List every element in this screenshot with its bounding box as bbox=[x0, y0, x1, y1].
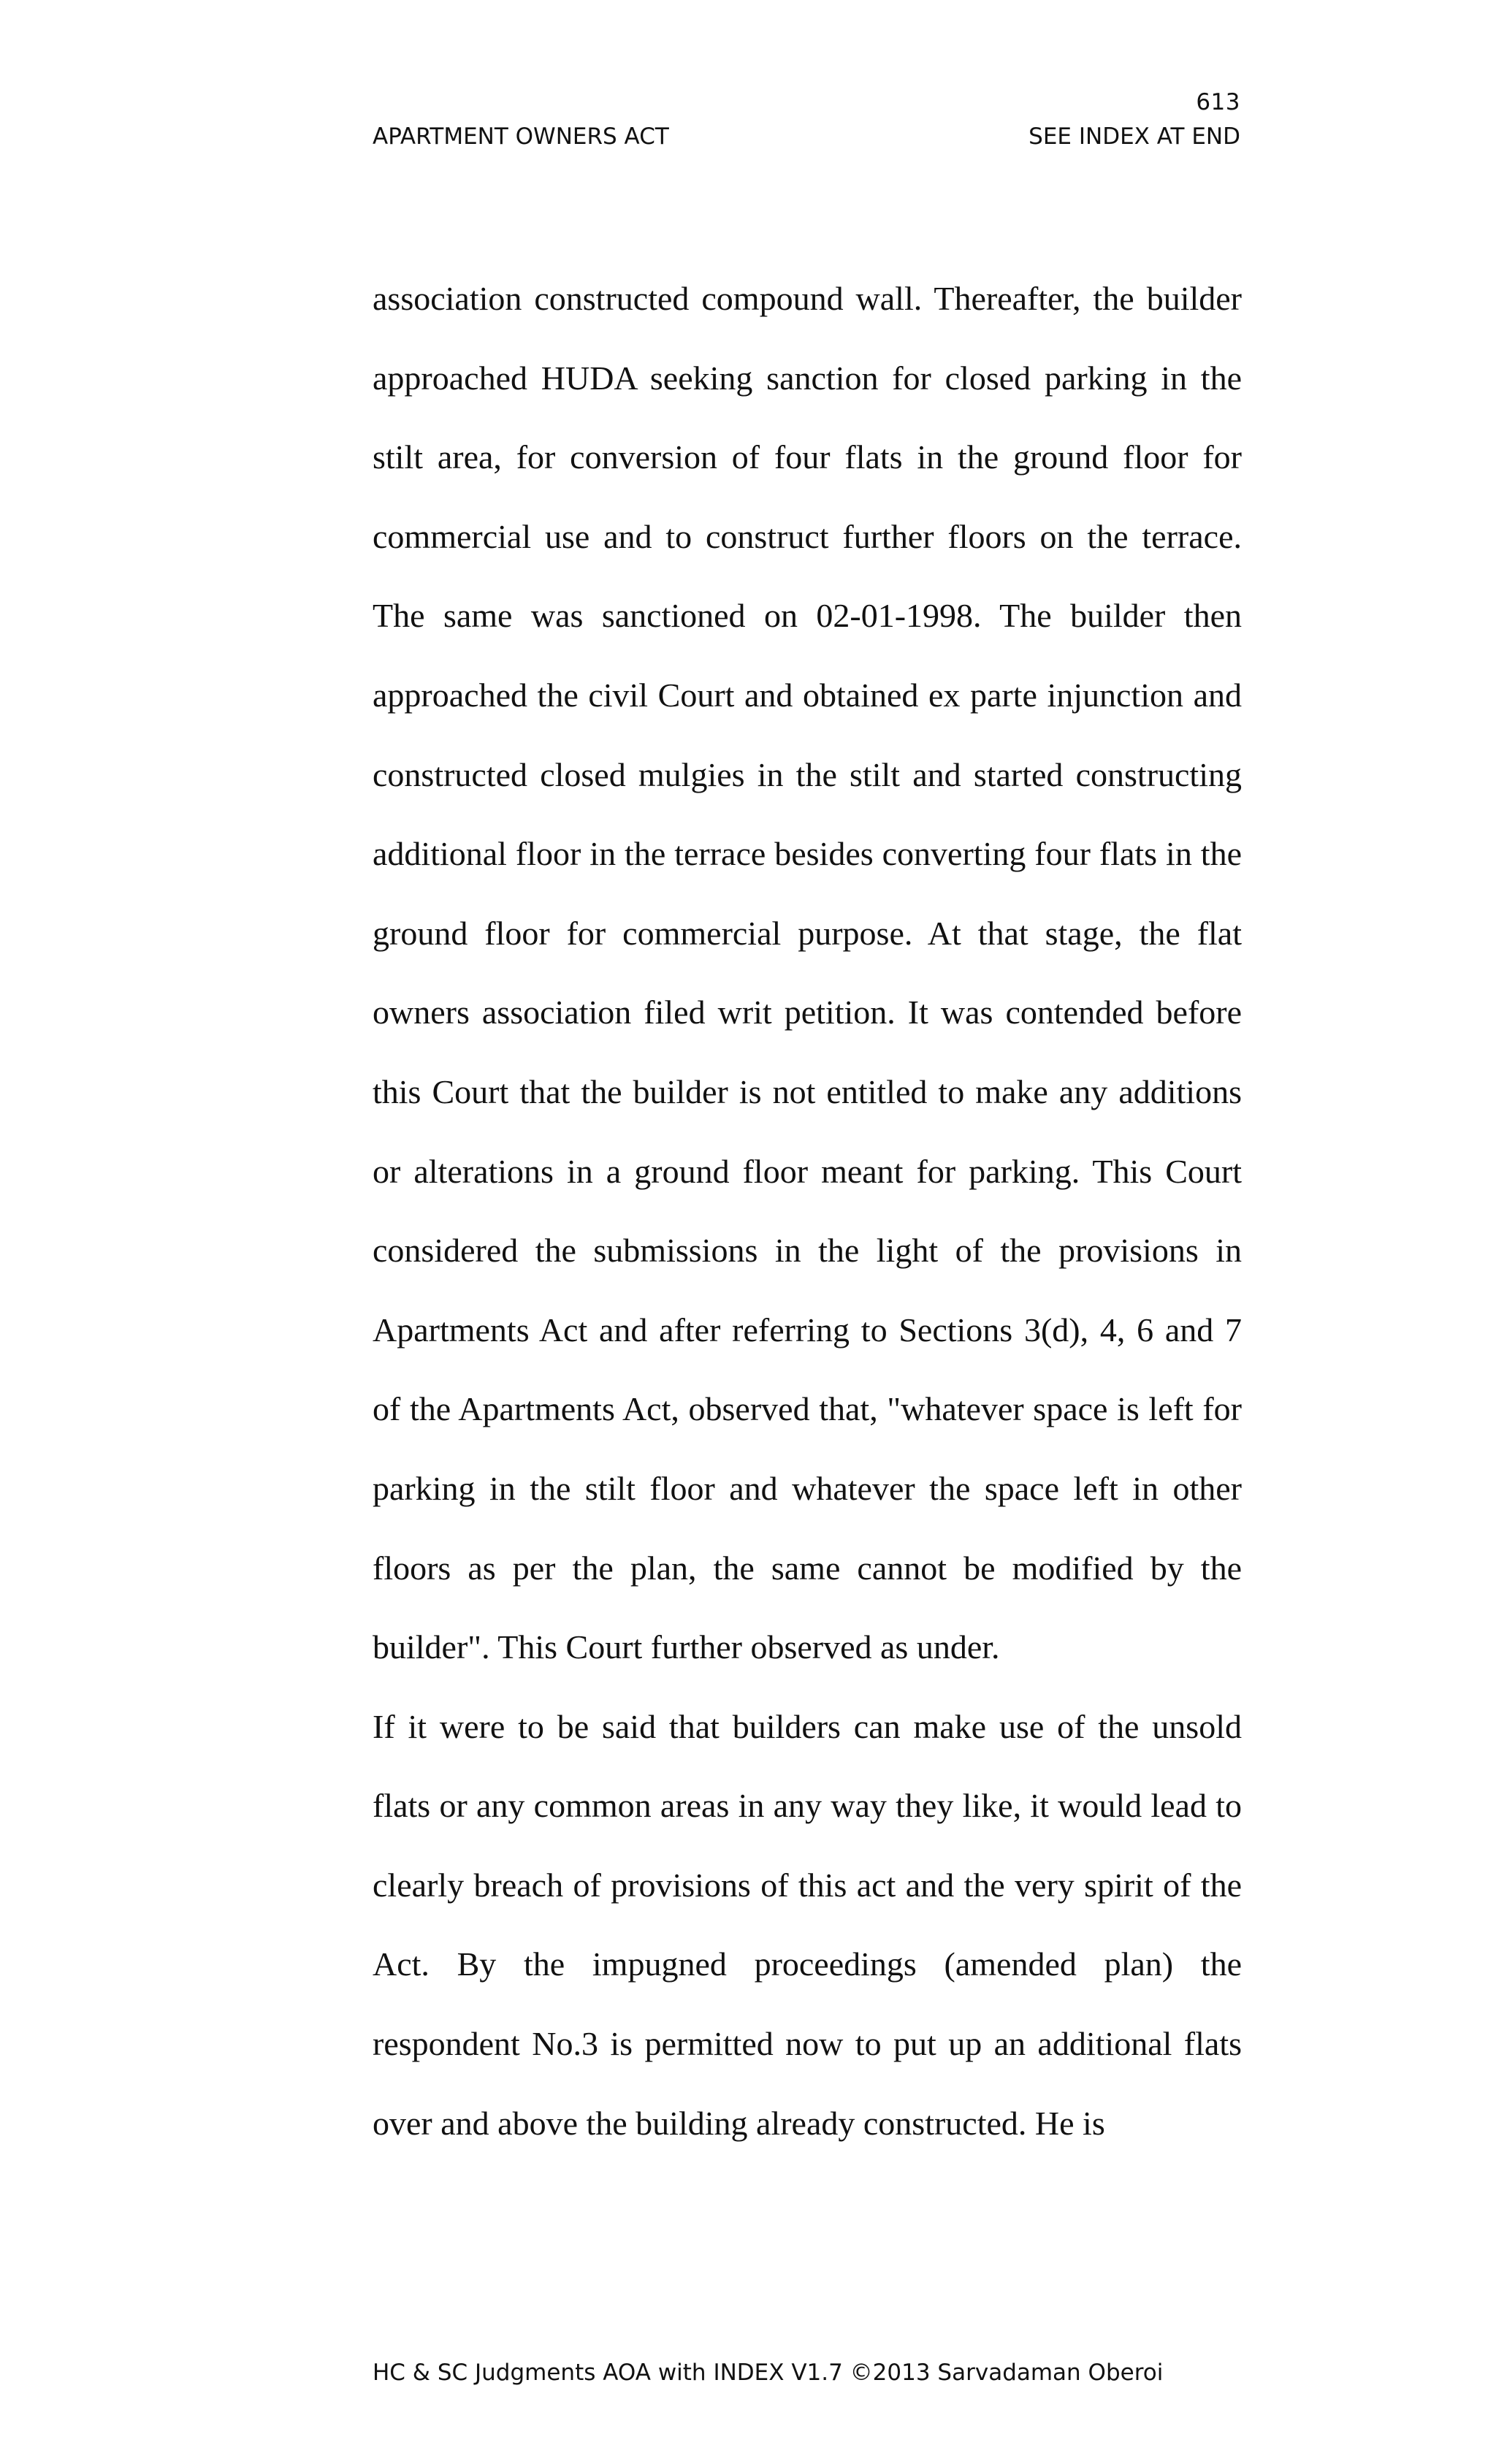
document-body bbox=[373, 259, 1242, 2163]
page-number: 613 bbox=[1196, 89, 1240, 115]
running-header-title: APARTMENT OWNERS ACT bbox=[373, 123, 669, 150]
body-paragraph: association constructed compound wall. Thereafter, the builder approached HUDA seeking sanction for closed parking in the stilt area, for conversion of four flats in the ground floor for commercial use and to construct further floors on the terrace. The same was sanctioned on 02-01-1998. The builder then approached the civil Court and obtained ex parte injunction and constructed closed mulgies in the stilt and started constructing additional floor in the terrace besides converting four flats in the ground floor for commercial purpose. At that stage, the flat owners association filed writ petition. It was contended before this Court that the builder is not entitled to make any additions or alterations in a ground floor meant for parking. This Court considered the submissions in the light of the provisions in Apartments Act and after referring to Sections 3(d), 4, 6 and 7 of the Apartments Act, observed that, "whatever space is left for parking in the stilt floor and whatever the space left in other floors as per the plan, the same cannot be modified by the builder". This Court further observed as under. bbox=[373, 280, 1242, 1666]
running-header-index-note: SEE INDEX AT END bbox=[1028, 123, 1240, 150]
page-footer: HC & SC Judgments AOA with INDEX V1.7 ©2013 Sarvadaman Oberoi bbox=[373, 2360, 1164, 2386]
body-paragraph: If it were to be said that builders can make use of the unsold flats or any common areas in any way they like, it would lead to clearly breach of provisions of this act and the very spirit of the Act. By the impugned proceedings (amended plan) the respondent No.3 is permitted now to put up an additional flats over and above the building already constructed. He is bbox=[373, 1707, 1242, 2142]
